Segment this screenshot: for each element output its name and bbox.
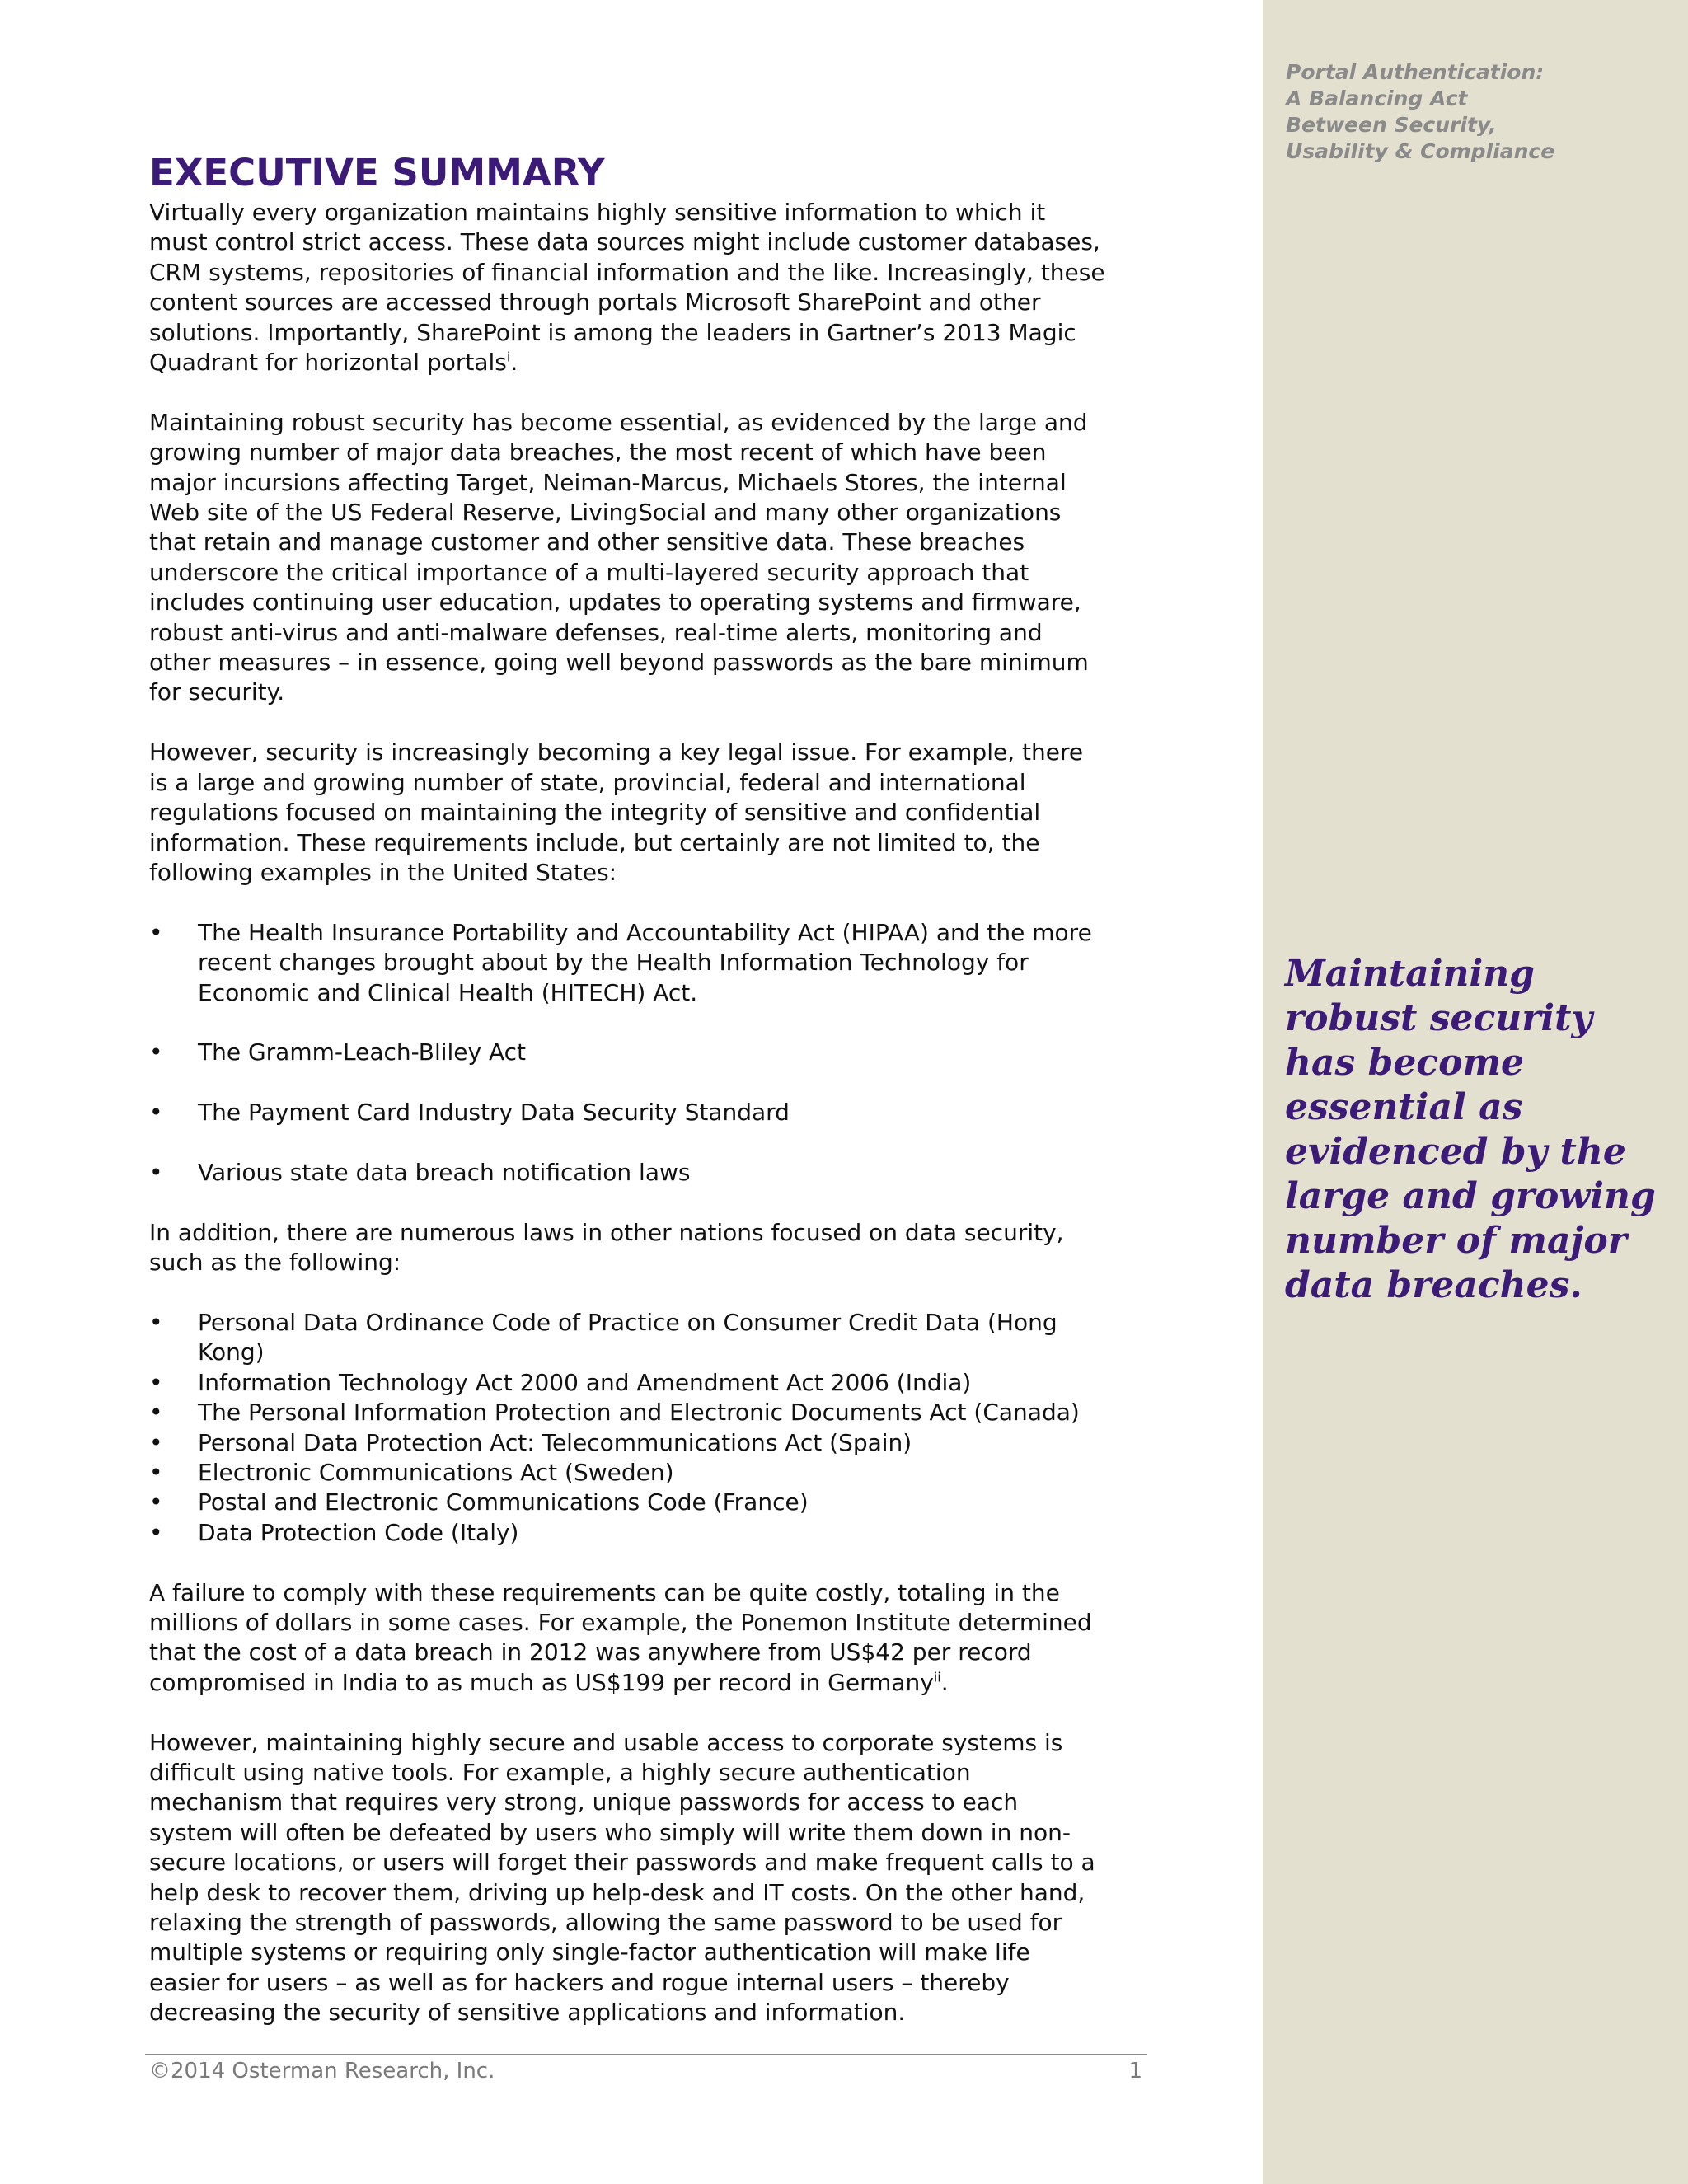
paragraph-5-text: A failure to comply with these requirements can be quite costly, totaling in the millions of dollars in some cases. For example, the Ponemon Institute determined that the cost of a data breach in 2012 was anywhere from US$42 per record compromised in India to as much as US$199 per record in Germany	[149, 1578, 1092, 1696]
footer-divider	[145, 2054, 1147, 2055]
bullet-icon: •	[149, 1428, 163, 1456]
bullet-icon: •	[149, 1488, 163, 1516]
list-item: • Postal and Electronic Communications Code (France)	[149, 1488, 1105, 1517]
paragraph-2: Maintaining robust security has become essential, as evidenced by the large and growing number of major data breaches, the most recent of which have been major incursions affecting Target, Neiman-Marcus, Michaels Stores, the internal Web site of the US Federal Reserve, LivingSocial and many other organizations that retain and manage customer and other sensitive data. These breaches underscore the critical importance of a multi-layered security approach that includes continuing user education, updates to operating systems and firmware, robust anti-virus and anti-malware defenses, real-time alerts, monitoring and other measures – in essence, going well beyond passwords as the bare minimum for security.	[149, 408, 1089, 706]
bullet-icon: •	[149, 918, 163, 946]
page-number: 1	[1128, 2059, 1142, 2083]
list-item: • Personal Data Protection Act: Telecommunications Act (Spain)	[149, 1428, 1105, 1458]
paragraph-1-end: .	[510, 349, 518, 377]
list-item: • Electronic Communications Act (Sweden)	[149, 1458, 1105, 1488]
pull-quote: Maintaining robust security has become essential as evidenced by the large and growing number of major data breaches.	[1285, 953, 1656, 1306]
paragraph-3: However, security is increasingly becoming a key legal issue. For example, there is a large and growing number of state, provincial, federal and international regulations focused on maintaining the integrity of sensitive and confidential information. These requirements include, but certainly are not limited to, the following examples in the United States:	[149, 738, 1084, 886]
list-item: • The Health Insurance Portability and Accountability Act (HIPAA) and the more recent changes brought about by the Health Information Technology for Economic and Clinical Health (HITECH) Act.	[149, 918, 1092, 1006]
list-item: • Information Technology Act 2000 and Amendment Act 2006 (India)	[149, 1368, 1105, 1398]
sidebar-panel	[1263, 0, 1688, 2184]
list-item: • Personal Data Ordinance Code of Practice on Consumer Credit Data (Hong Kong)	[149, 1308, 1057, 1366]
paragraph-1-text: Virtually every organization maintains highly sensitive information to which it must control strict access. These data sources might include customer databases, CRM systems, repositories of financial information and the like. Increasingly, these content sources are accessed through portals Microsoft SharePoint and other solutions. Importantly, SharePoint is among the leaders in Gartner’s 2013 Magic Quadrant for horizontal portals	[149, 199, 1105, 377]
paragraph-5	[149, 1578, 1105, 1699]
bullet-icon: •	[149, 1518, 163, 1546]
list-item: • The Personal Information Protection and Electronic Documents Act (Canada)	[149, 1398, 1105, 1427]
paragraph-6: However, maintaining highly secure and usable access to corporate systems is difficult using native tools. For example, a highly secure authentication mechanism that requires very strong, unique passwords for access to each system will often be defeated by users who simply will write them down in non-secure locations, or users will forget their passwords and make frequent calls to a help desk to recover them, driving up help-desk and IT costs. On the other hand, relaxing the strength of passwords, allowing the same password to be used for multiple systems or requiring only single-factor authentication will make life easier for users – as well as for hackers and rogue internal users – thereby decreasing the security of sensitive applications and information.	[149, 1728, 1095, 2027]
bullet-icon: •	[149, 1458, 163, 1486]
section-heading: EXECUTIVE SUMMARY	[149, 151, 605, 194]
paragraph-5-end: .	[940, 1668, 949, 1696]
list-item: • The Gramm-Leach-Bliley Act	[149, 1038, 1105, 1067]
list-item: • Data Protection Code (Italy)	[149, 1518, 1105, 1548]
list-item: • The Payment Card Industry Data Security Standard	[149, 1098, 1105, 1127]
footer-copyright: ©2014 Osterman Research, Inc.	[149, 2059, 495, 2083]
bullet-icon: •	[149, 1308, 163, 1336]
bullet-icon: •	[149, 1158, 163, 1186]
bullet-icon: •	[149, 1038, 163, 1066]
bullet-icon: •	[149, 1368, 163, 1396]
us-laws-list	[149, 918, 1105, 1188]
bullet-icon: •	[149, 1399, 163, 1427]
international-laws-list	[149, 1308, 1105, 1548]
main-content	[149, 148, 1105, 2028]
footnote-ref-i[interactable]: i	[506, 349, 511, 365]
document-title: Portal Authentication: A Balancing Act Between Security, Usability & Compliance	[1286, 60, 1555, 163]
list-item: • Various state data breach notification laws	[149, 1158, 1105, 1188]
paragraph-4: In addition, there are numerous laws in other nations focused on data security, such as the following:	[149, 1218, 1064, 1277]
footnote-ref-ii[interactable]: ii	[933, 1669, 941, 1685]
paragraph-1	[149, 198, 1105, 377]
bullet-icon: •	[149, 1099, 163, 1127]
